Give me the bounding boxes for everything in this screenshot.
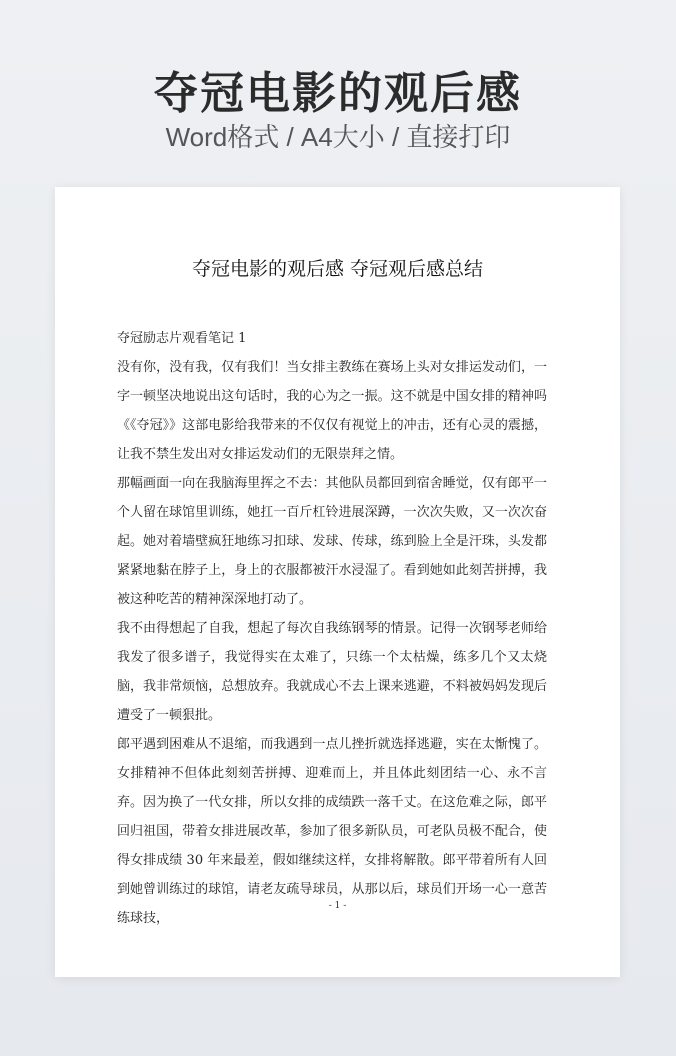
paragraph: 没有你，没有我，仅有我们！当女排主教练在赛场上头对女排运发动们，一字一顿坚决地说出这句话时，我的心为之一振。这不就是中国女排的精神吗《《夺冠》》这部电影给我带来的不仅仅有视觉上的冲击，还有心灵的震撼，让我不禁生发出对女排运发动们的无限崇拜之情。	[117, 360, 547, 462]
banner-title: 夺冠电影的观后感	[154, 68, 522, 119]
banner-subtitle: Word格式 / A4大小 / 直接打印	[165, 122, 511, 152]
section-heading: 夺冠励志片观看笔记 1	[117, 331, 247, 346]
page-number: - 1 -	[328, 901, 347, 911]
document-page	[55, 187, 620, 977]
document-title: 夺冠电影的观后感 夺冠观后感总结	[191, 258, 484, 280]
paragraph: 我不由得想起了自我，想起了每次自我练钢琴的情景。记得一次钢琴老师给我发了很多谱子，我觉得实在太难了，只练一个太枯燥，练多几个又太烧脑，我非常烦恼，总想放弃。我就成心不去上课来逃避，不料被妈妈发现后遭受了一顿狠批。	[117, 621, 547, 723]
paragraph: 郎平遇到困难从不退缩，而我遇到一点儿挫折就选择逃避，实在太惭愧了。女排精神不但体此刻刻苦拼搏、迎难而上，并且体此刻团结一心、永不言弃。因为换了一代女排，所以女排的成绩跌一落千丈。在这危难之际，郎平回归祖国，带着女排进展改革，参加了很多新队员，可老队员极不配合，使得女排成绩 30 年来最差，假如继续这样，女排将解散。郎平带着所有人回到她曾训练过的球馆，请老友疏导球员，从那以后，球员们开场一心一意苦练球技，	[117, 737, 547, 926]
paragraph: 那幅画面一向在我脑海里挥之不去：其他队员都回到宿舍睡觉，仅有郎平一个人留在球馆里训练，她扛一百斤杠铃进展深蹲，一次次失败，又一次次奋起。她对着墙壁疯狂地练习扣球、发球、传球，练到脸上全是汗珠，头发都紧紧地黏在脖子上，身上的衣服都被汗水浸湿了。看到她如此刻苦拼搏，我被这种吃苦的精神深深地打动了。	[117, 476, 547, 607]
document-body	[117, 324, 547, 933]
